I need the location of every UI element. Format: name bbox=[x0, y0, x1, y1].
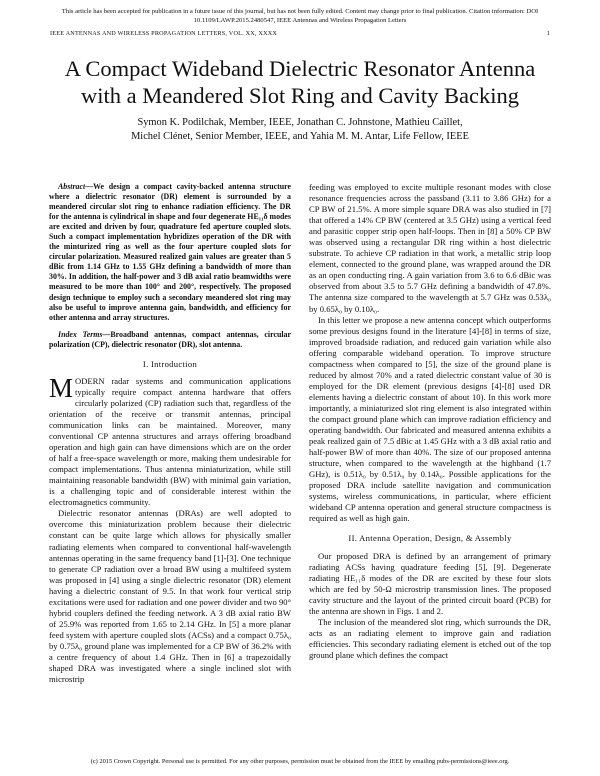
author-list bbox=[50, 116, 550, 143]
paper-title bbox=[40, 55, 560, 109]
preprint-notice-line1: This article has been accepted for publication in a future issue of this journal, but has not been fully edited. Content may change prior to final publication. Citation information: DOI bbox=[61, 8, 539, 15]
section-heading-introduction: I. Introduction bbox=[142, 358, 198, 369]
running-header bbox=[50, 30, 550, 37]
title-line1: A Compact Wideband Dielectric Resonator Antenna bbox=[64, 56, 536, 81]
index-terms-lead: Index Terms bbox=[58, 329, 103, 339]
preprint-notice bbox=[30, 8, 570, 25]
left-column bbox=[49, 182, 291, 685]
authors-line2: Michel Clénet, Senior Member, IEEE, and Yahia M. M. Antar, Life Fellow, IEEE bbox=[131, 130, 469, 142]
preprint-notice-line2: 10.1109/LAWP.2015.2480547, IEEE Antennas and Wireless Propagation Letters bbox=[193, 16, 407, 24]
index-terms-text: —Broadband antennas, compact antennas, circular polarization (CP), dielectric resonator (DR), slot antenna. bbox=[49, 329, 291, 349]
abstract bbox=[49, 182, 291, 323]
copyright-footer: (c) 2015 Crown Copyright. Personal use is permitted. For any other purposes, permission must be obtained from the IEEE by emailing pubs-permissions@ieee.org. bbox=[90, 758, 510, 765]
right-column bbox=[309, 182, 551, 661]
title-line2: with a Meandered Slot Ring and Cavity Backing bbox=[80, 83, 520, 108]
section-heading-antenna: II. Antenna Operation, Design, & Assembly bbox=[348, 533, 512, 544]
abstract-text: —We design a compact cavity-backed antenna structure where a dielectric resonator (DR) element is surrounded by a meandered circular slot ring to enhance radiation efficiency. The DR for the antenna is cylindrical in shape and four degenerate HE₁₁δ modes are excited and driven by four, quadrature fed aperture coupled slots. Such a compact implementation hybridizes operation of the DR with the minturized ring as well as the four aperture coupled slots for circular polarization. Measured realized gain values are greater than 5 dBic from 1.14 GHz to 1.55 GHz defining a bandwidth of more than 30%. In addition, the half-power and 3 dB axial ratio beamwidths were measured to be more than 100° and 200°, respectively. The proposed design technique to employ such a secondary meandered slot ring may also be useful to improve antenna gain, bandwidth, and efficiency for other antenna and array structures. bbox=[49, 182, 291, 322]
intro-paragraph-2: Dielectric resonator antennas (DRAs) are well adopted to overcome this miniaturization problem because their dielectric constant can be quite large which allows for physically smaller radiating elements when compared to conventional half-wavelength antennas operating in the same frequency band [1]-[3]. One technique to generate CP radiation over a broad BW using a multifeed system was proposed in [4] using a single dielectric resonator (DR) element having a dielectric constant of 9.5. In that work four vertical strip excitations were used for radiation and one power divider and two 90° hybrid couplers defined the feeding network. A 3 dB axial ratio BW of 25.9% was reported from 1.65 to 2.14 GHz. In [5] a more planar feed system with aperture coupled slots (ACSs) and a compact 0.75λ₀ by 0.75λ₀ ground plane was implemented for a CP BW of 36.2% with a centre frequency of about 1.4 GHz. Then in [6] a trapezoidally shaped DRA was investigated where a single inclined slot with microstrip bbox=[49, 508, 291, 685]
antenna-paragraph-1: Our proposed DRA is defined by an arrangement of primary radiating ACSs having quadrature feeding [5], [9]. Degenerate radiating HE₁₁δ modes of the DR are excited by these four slots which are fed by 50-Ω microstrip transmission lines. The proposed cavity structure and the layout of the printed circuit board (PCB) for the antenna are shown in Figs. 1 and 2. bbox=[309, 550, 551, 616]
intro-paragraph-1 bbox=[49, 372, 291, 509]
intro-p1-text: ODERN radar systems and communication applications typically require compact antenna hardware that offers circularly polarized (CP) radiation such that, regardless of the orientation of the receive or transmit antennas, principal communication links can be maintained. Moreover, many conventional CP antenna structures and arrays offering broadband operation and high gain can have dimensions which are on the order of half a free-space wavelength or more, making them undesirable for compact implementations. Thus antenna miniaturization, while still maintaining reasonable bandwidth (BW) with minimal gain variation, is a challenging topic and of considerable interest within the electromagnetics community. bbox=[49, 375, 291, 508]
drop-cap: M bbox=[49, 372, 74, 403]
journal-name: IEEE ANTENNAS AND WIRELESS PROPAGATION LETTERS, VOL. XX, XXXX bbox=[50, 30, 278, 37]
antenna-paragraph-2: The inclusion of the meandered slot ring, which surrounds the DR, acts as an radiating element to improve gain and radiation efficiencies. This secondary radiating element is etched out of the top ground plane which defines the compact bbox=[309, 616, 551, 660]
intro-paragraph-2-cont: feeding was employed to excite multiple resonant modes with close resonance frequencies across the passband (3.11 to 3.86 GHz) for a CP BW of 21.5%. A more simple square DRA was also studied in [7] that offered a 14% CP BW (centered at 3.5 GHz) using a vertical feed and parasitic copper strip open half-loops. Then in [8] a 50% CP BW was observed using a rectangular DR ring within a host dielectric substrate. To achieve CP radiation in that work, a metallic strip loop element, connected to the ground plane, was wrapped around the DR as an open conducting ring. A gain variation from 3.6 to 6.6 dBic was observed from about 3.5 to 5.7 GHz defining a bandwidth of 47.8%. The antenna size compared to the wavelength at 5.7 GHz was 0.53λ₀ by 0.65λ₀ by 0.10λ₀. bbox=[309, 182, 551, 314]
authors-line1: Symon K. Podilchak, Member, IEEE, Jonathan C. Johnstone, Mathieu Caillet, bbox=[137, 117, 463, 128]
index-terms bbox=[49, 330, 291, 350]
page-number: 1 bbox=[546, 30, 550, 37]
abstract-lead: Abstract bbox=[58, 182, 86, 191]
intro-paragraph-3: In this letter we propose a new antenna concept which outperforms some previous designs found in the literature [4]-[8] in terms of size, improved broadside radiation, and reduced gain variation while also offering comparable wideband operation. To improve structure compactness when compared to [5], the size of the ground plane is reduced by almost 70% and a rated dielectric constant value of 30 is employed for the DR element (previous designs [4]-[8] used DR elements having a dielectric constant of about 10). In this work more importantly, a miniaturized slot ring element is also integrated within the compact ground plane which can improve radiation efficiency and operating bandwidth. Our fabricated and measured antenna exhibits a peak realized gain of 7.5 dBic at 1.45 GHz with a 3 dB axial ratio and half-power BW of more than 40%. The size of our proposed antenna structure, when compared to the wavelength at the highband (1.7 GHz), is 0.51λ₀ by 0.51λ₀ by 0.14λ₀. Possible applications for the proposed DRA include satellite navigation and communication systems, wireless communications, in particular, where efficient wideband CP antenna operation and general structure compactness is required as well as high gain. bbox=[309, 314, 551, 524]
